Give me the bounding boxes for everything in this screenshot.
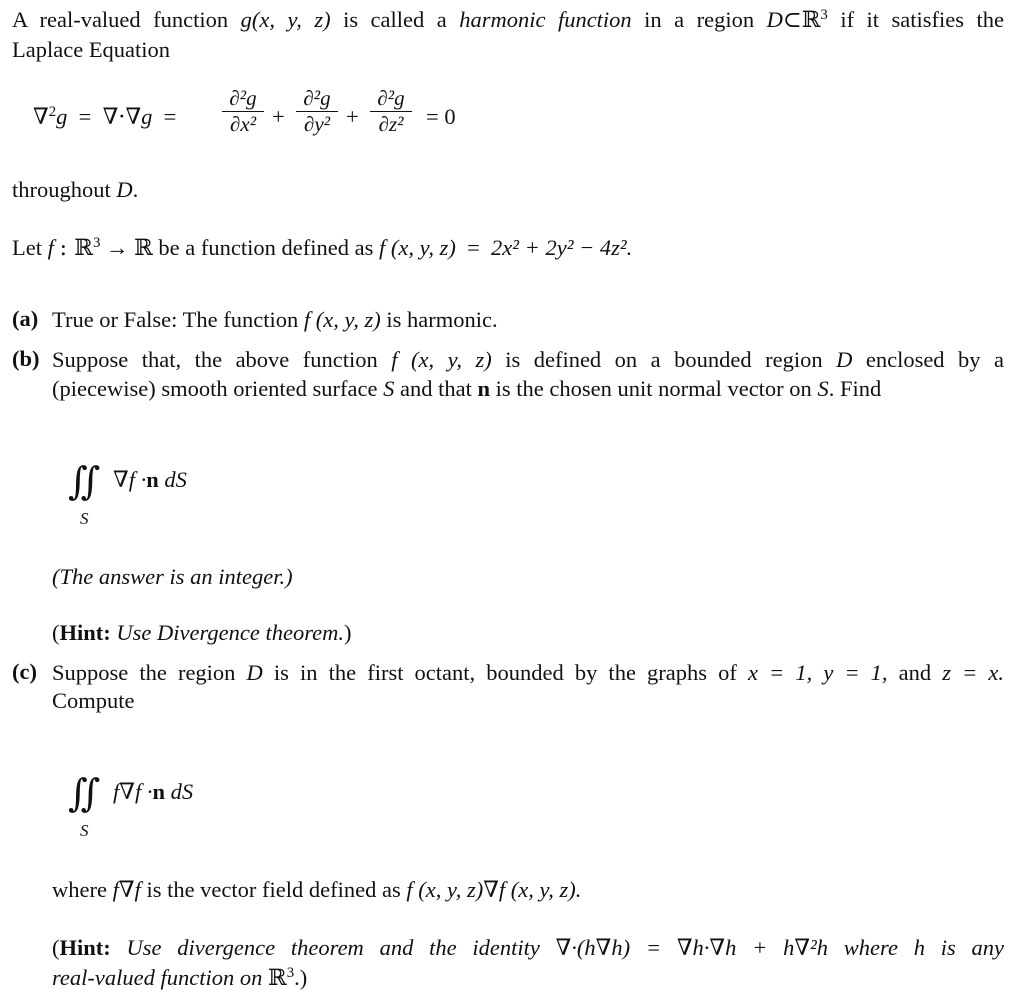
part-c-line-2: Compute xyxy=(52,688,135,713)
where-text: where xyxy=(52,877,107,902)
integrand-f-gradient: f∇f · xyxy=(113,779,153,804)
intro-text: is called a xyxy=(343,7,447,32)
math-f-grad-f: f∇f xyxy=(112,877,141,902)
math-plane: z = x. xyxy=(942,660,1005,685)
equals-sign: = xyxy=(163,104,177,129)
fraction-d2g-dx2 xyxy=(222,88,264,135)
fraction-denominator: ∂z² xyxy=(378,112,404,136)
math-g: g xyxy=(56,104,68,129)
throughout-line xyxy=(12,178,138,203)
normal-vector-n: n xyxy=(152,779,165,804)
part-a-text-1: True or False: The function xyxy=(52,307,299,332)
paren: ) xyxy=(344,620,352,645)
normal-vector-n: n xyxy=(477,376,490,401)
math-f: f xyxy=(47,235,54,260)
math-bounds: x = 1, y = 1, xyxy=(747,660,888,685)
plus-sign: + xyxy=(346,104,359,129)
exponent: 3 xyxy=(286,964,295,981)
hint-c-line-1 xyxy=(52,936,1004,961)
double-integral-sign: ∬ xyxy=(68,459,101,503)
part-b-text: enclosed by a xyxy=(865,347,1005,372)
integral-subscript: S xyxy=(80,509,89,528)
term-harmonic-function: harmonic function xyxy=(459,7,632,32)
hint-label: Hint: xyxy=(59,620,111,645)
surface-element: dS xyxy=(170,779,194,804)
let-line xyxy=(12,236,632,261)
hint-text: real-valued function on xyxy=(52,965,263,990)
math-g: g(x, y, z) xyxy=(240,7,331,32)
integrand-b xyxy=(113,468,187,493)
surface-element: dS xyxy=(164,467,187,492)
math-D: D xyxy=(116,177,133,202)
part-a-label: (a) xyxy=(12,306,39,331)
hint-c-line-2 xyxy=(52,966,307,991)
hint-text: Use divergence theorem and the identity ∇·(h∇h) = ∇h·∇h + h∇²h where h is any xyxy=(126,935,1004,960)
hint-text: Use Divergence theorem. xyxy=(116,620,345,645)
intro-text: in a region xyxy=(644,7,755,32)
equals-sign: = xyxy=(467,235,480,260)
laplace-lhs xyxy=(33,105,176,130)
math-S: S xyxy=(383,376,395,401)
laplace-equation xyxy=(0,84,1024,154)
math-g: g xyxy=(141,104,153,129)
intro-text: if it satisfies the xyxy=(840,7,1004,32)
domain-symbol: : ℝ xyxy=(59,235,93,261)
vector-field-definition: f (x, y, z)∇f (x, y, z). xyxy=(406,877,582,902)
exponent: 3 xyxy=(820,6,828,23)
period: . xyxy=(132,177,139,202)
part-b-line-2 xyxy=(52,377,881,402)
where-text: is the vector field defined as xyxy=(146,877,401,902)
part-a-text-2: is harmonic. xyxy=(386,307,498,332)
fraction-d2g-dy2 xyxy=(296,88,338,135)
div-grad-symbol: ∇·∇ xyxy=(102,104,142,130)
nabla-symbol: ∇ xyxy=(33,104,49,130)
part-b-line-1 xyxy=(52,348,1004,373)
throughout-text: throughout xyxy=(12,177,111,202)
equals-zero: = 0 xyxy=(426,104,456,129)
integrand-c xyxy=(113,780,193,805)
paren: .) xyxy=(294,965,308,990)
math-region xyxy=(767,7,828,32)
math-D: D xyxy=(766,7,783,32)
intro-line-1 xyxy=(12,8,1004,33)
equals-sign: = xyxy=(78,104,92,129)
intro-text: A real-valued function xyxy=(12,7,229,32)
exponent: 3 xyxy=(92,234,101,251)
part-b-text: . Find xyxy=(828,376,882,401)
function-definition: 2x² + 2y² − 4z². xyxy=(491,235,633,260)
fraction-denominator: ∂x² xyxy=(230,112,256,136)
math-D: D xyxy=(246,660,263,685)
subset-symbol: ⊂ xyxy=(782,7,802,33)
intro-line-2: Laplace Equation xyxy=(12,37,171,62)
fraction-denominator: ∂y² xyxy=(304,112,330,136)
double-integral-sign: ∬ xyxy=(68,771,101,815)
let-text: Let xyxy=(12,235,42,260)
part-b-text: (piecewise) smooth oriented surface xyxy=(52,376,378,401)
fraction-numerator: ∂²g xyxy=(303,86,331,110)
fraction-d2g-dz2 xyxy=(370,88,412,135)
part-c-line-1 xyxy=(52,661,1004,686)
exponent: 2 xyxy=(48,103,57,120)
let-text: → ℝ be a function defined as xyxy=(105,235,374,260)
math-fxyz: f (x, y, z) xyxy=(378,235,456,260)
paren: ( xyxy=(52,935,60,960)
reals-symbol: ℝ xyxy=(268,965,287,991)
part-b-text: and that xyxy=(400,376,472,401)
part-c-text: is in the first octant, bounded by the graphs of xyxy=(273,660,737,685)
hint-b xyxy=(52,621,352,646)
integral-subscript: S xyxy=(80,821,89,840)
answer-note: (The answer is an integer.) xyxy=(52,564,293,589)
part-b-label: (b) xyxy=(12,346,40,371)
paren: ( xyxy=(52,620,60,645)
normal-vector-n: n xyxy=(146,467,159,492)
fraction-numerator: ∂²g xyxy=(229,86,257,110)
integrand-gradient: ∇f · xyxy=(113,467,147,492)
part-b-text: is the chosen unit normal vector on xyxy=(495,376,812,401)
part-c-text: and xyxy=(898,660,932,685)
fraction-numerator: ∂²g xyxy=(377,86,405,110)
math-fxyz: f (x, y, z) xyxy=(391,347,492,372)
part-b-text: is defined on a bounded region xyxy=(505,347,823,372)
math-fxyz: f (x, y, z) xyxy=(303,307,381,332)
part-c-label: (c) xyxy=(12,659,37,684)
where-line xyxy=(52,878,581,903)
part-c-text: Suppose the region xyxy=(52,660,236,685)
hint-label: Hint: xyxy=(59,935,111,960)
plus-sign: + xyxy=(272,104,285,129)
math-D: D xyxy=(836,347,853,372)
reals-symbol: ℝ xyxy=(801,7,821,33)
part-a-text xyxy=(52,308,498,333)
part-b-text: Suppose that, the above function xyxy=(52,347,378,372)
math-S: S xyxy=(817,376,829,401)
